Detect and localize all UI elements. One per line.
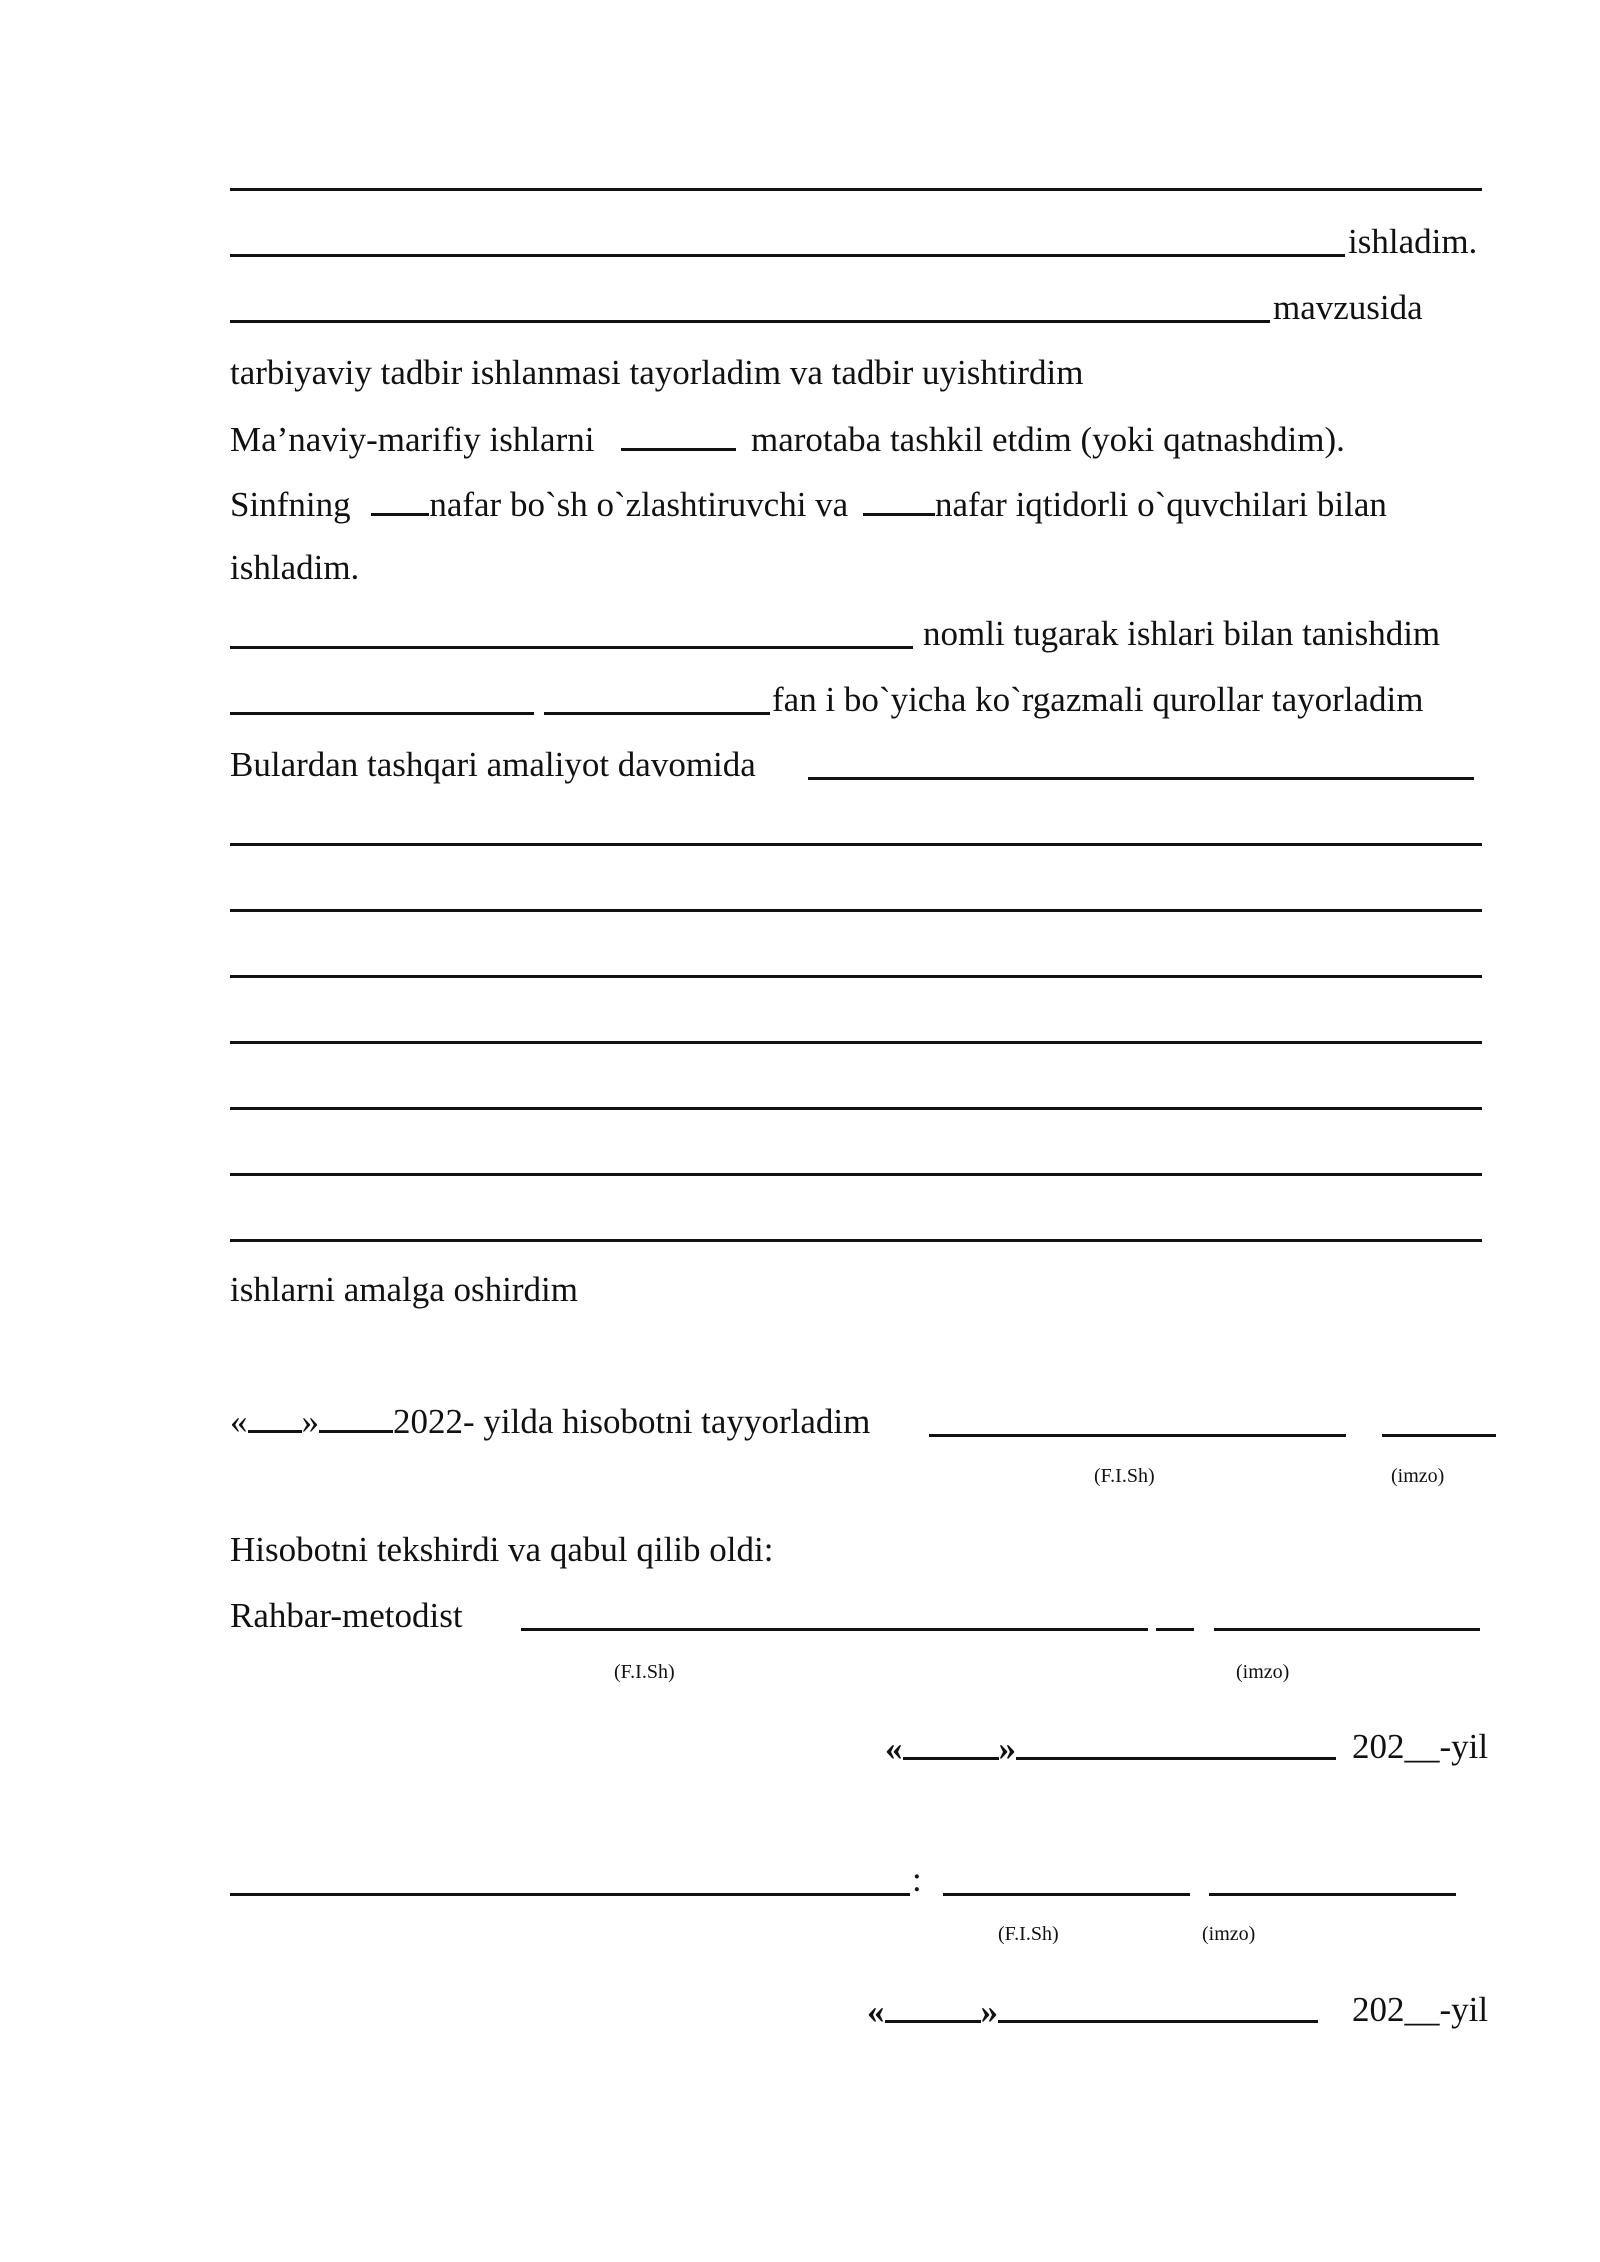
- text-tugarak: nomli tugarak ishlari bilan tanishdim: [923, 614, 1441, 653]
- blank-line: [230, 1041, 1482, 1044]
- imzo-label: (imzo): [1391, 1465, 1445, 1487]
- blank-line: [230, 1107, 1482, 1110]
- blank-line: [230, 975, 1482, 978]
- day-blank: [885, 1990, 981, 2023]
- blank-line: [230, 254, 1345, 257]
- month-blank: [998, 1990, 1318, 2023]
- blank-short: [1156, 1628, 1194, 1631]
- review-heading: Hisobotni tekshirdi va qabul qilib oldi:: [230, 1530, 774, 1569]
- report-date-line: [230, 1400, 870, 1442]
- text-amalga-oshirdim: ishlarni amalga oshirdim: [230, 1270, 578, 1309]
- close-quote: »: [980, 1992, 998, 2031]
- close-quote: »: [301, 1402, 319, 1441]
- imzo-blank: [1382, 1434, 1496, 1437]
- blank-line: [230, 1173, 1482, 1176]
- label-manaviy: Ma’naviy-marifiy ishlarni: [230, 420, 595, 459]
- fish-blank: [929, 1434, 1346, 1437]
- label-bosh: nafar bo`sh o`zlashtiruvchi va: [429, 485, 849, 524]
- text-korgazmali: fan i bo`yicha ko`rgazmali qurollar tayorladim: [772, 680, 1424, 719]
- text-ishladim-2: ishladim.: [230, 548, 360, 587]
- text-bulardan: Bulardan tashqari amaliyot davomida: [230, 745, 756, 784]
- open-quote: «: [885, 1729, 903, 1768]
- month-blank: [319, 1400, 393, 1433]
- third-year: 202__-yil: [1352, 1990, 1489, 2029]
- count-blank: [621, 418, 736, 451]
- imzo-label: (imzo): [1202, 1923, 1256, 1945]
- text-ishladim: ishladim.: [1348, 222, 1478, 261]
- open-quote: «: [230, 1402, 248, 1441]
- blank-line: [230, 646, 913, 649]
- blank-line: [230, 909, 1482, 912]
- fish-blank: [521, 1628, 1148, 1631]
- day-blank: [903, 1727, 999, 1760]
- day-blank: [248, 1400, 302, 1433]
- blank-line: [808, 777, 1474, 780]
- blank-line: [230, 320, 1270, 323]
- imzo-blank: [1209, 1893, 1456, 1896]
- text-tarbiyaviy-tadbir: tarbiyaviy tadbir ishlanmasi tayorladim va tadbir uyishtirdim: [230, 353, 1084, 392]
- text-sinfning: [230, 483, 1387, 525]
- blank-line: [544, 712, 770, 715]
- imzo-blank: [1214, 1628, 1480, 1631]
- close-quote: »: [998, 1729, 1016, 1768]
- label-marotaba: marotaba tashkil etdim (yoki qatnashdim).: [750, 420, 1345, 459]
- third-date: [867, 1990, 1318, 2032]
- blank-line: [230, 1893, 910, 1896]
- blank-line: [230, 188, 1482, 191]
- label-iqtidorli: nafar iqtidorli o`quvchilari bilan: [934, 485, 1387, 524]
- review-year: 202__-yil: [1352, 1727, 1489, 1766]
- text-mavzusida: mavzusida: [1273, 288, 1423, 327]
- blank-line: [230, 712, 534, 715]
- month-blank: [1016, 1727, 1336, 1760]
- blank-line: [230, 843, 1482, 846]
- open-quote: «: [867, 1992, 885, 2031]
- colon: :: [912, 1860, 922, 1899]
- review-date: [885, 1727, 1336, 1769]
- count-blank: [371, 483, 429, 516]
- report-text: 2022- yilda hisobotni tayyorladim: [393, 1402, 871, 1441]
- blank-line: [230, 1239, 1482, 1242]
- fish-label: (F.I.Sh): [614, 1661, 675, 1683]
- count-blank: [863, 483, 935, 516]
- fish-label: (F.I.Sh): [1094, 1465, 1155, 1487]
- fish-blank: [943, 1893, 1190, 1896]
- label-sinfning: Sinfning: [230, 485, 351, 524]
- fish-label: (F.I.Sh): [998, 1923, 1059, 1945]
- text-manaviy-marifiy: [230, 418, 1345, 460]
- review-role: Rahbar-metodist: [230, 1596, 463, 1635]
- imzo-label: (imzo): [1236, 1661, 1290, 1683]
